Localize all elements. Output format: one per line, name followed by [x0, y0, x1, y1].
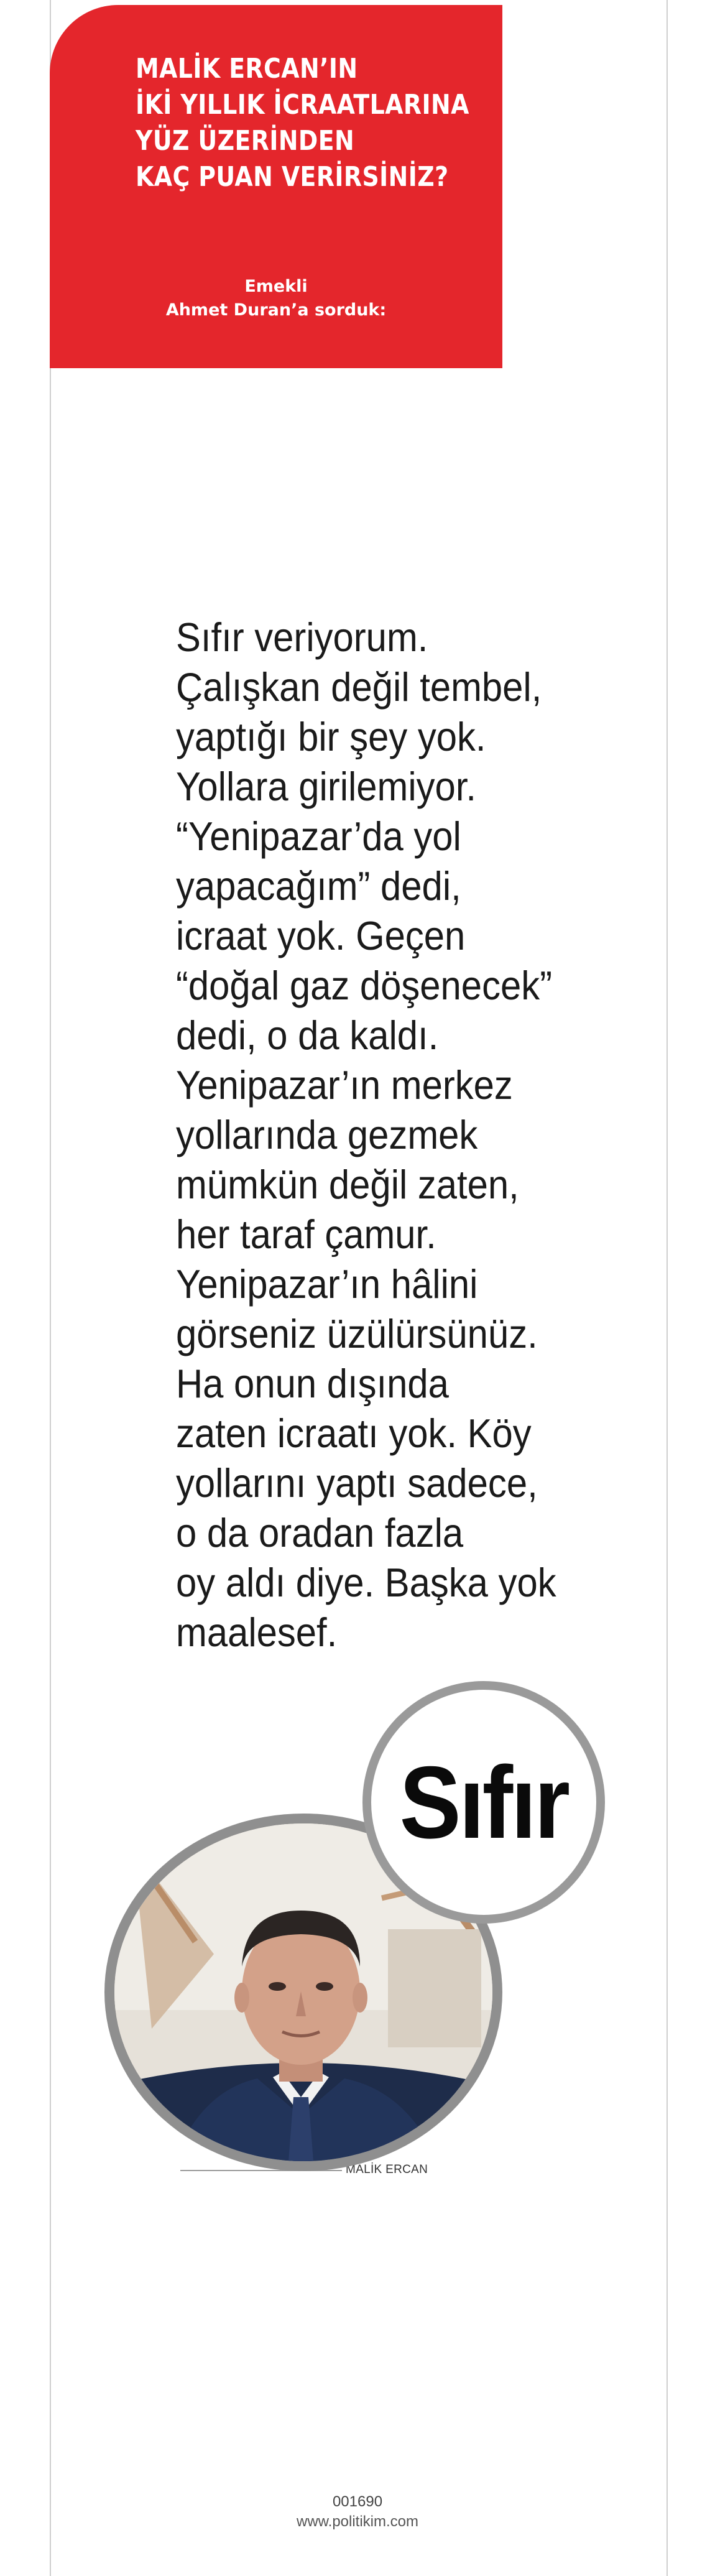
question-title: [136, 51, 469, 195]
answer-line: maalesef.: [176, 1610, 338, 1655]
page-border-right: [667, 0, 668, 2576]
answer-line: yaptığı bir şey yok.: [176, 714, 486, 759]
answer-line: oy aldı diye. Başka yok: [176, 1560, 556, 1605]
answer-line: zaten icraatı yok. Köy: [176, 1411, 532, 1456]
score-label: Sıfır: [399, 1744, 568, 1860]
interviewee-name: Ahmet Duran’a sorduk:: [165, 300, 387, 320]
answer-line: Yenipazar’ın hâlini: [176, 1261, 478, 1307]
answer-line: “Yenipazar’da yol: [176, 813, 461, 859]
score-badge: [362, 1681, 605, 1924]
answer-line: görseniz üzülürsünüz.: [176, 1311, 538, 1356]
footer-code: 001690: [332, 2493, 383, 2510]
answer-line: icraat yok. Geçen: [176, 913, 466, 958]
interviewee-byline: [50, 275, 502, 322]
photo-caption: MALİK ERCAN: [346, 2163, 428, 2176]
answer-line: yollarını yaptı sadece,: [176, 1460, 538, 1506]
answer-line: yapacağım” dedi,: [176, 863, 461, 909]
interviewee-occupation: Emekli: [244, 277, 308, 296]
answer-line: dedi, o da kaldı.: [176, 1012, 439, 1058]
answer-quote: [176, 613, 576, 1657]
answer-line: yollarında gezmek: [176, 1112, 478, 1157]
answer-line: “doğal gaz döşenecek”: [176, 963, 553, 1008]
answer-line: Sıfır veriyorum.: [176, 614, 428, 660]
page-border-left: [50, 0, 51, 2576]
answer-line: mümkün değil zaten,: [176, 1162, 519, 1207]
answer-line: Yollara girilemiyor.: [176, 764, 477, 809]
footer-url[interactable]: www.politikim.com: [296, 2513, 419, 2530]
question-line: KAÇ PUAN VERİRSİNİZ?: [136, 161, 449, 193]
answer-line: Yenipazar’ın merkez: [176, 1062, 513, 1108]
question-line: İKİ YILLIK İCRAATLARINA: [136, 89, 469, 121]
answer-line: her taraf çamur.: [176, 1212, 436, 1257]
answer-line: Çalışkan değil tembel,: [176, 664, 542, 710]
question-line: YÜZ ÜZERİNDEN: [136, 125, 355, 157]
question-header: [50, 5, 502, 368]
answer-line: o da oradan fazla: [176, 1510, 464, 1555]
question-line: MALİK ERCAN’IN: [136, 53, 358, 85]
answer-line: Ha onun dışında: [176, 1361, 449, 1406]
